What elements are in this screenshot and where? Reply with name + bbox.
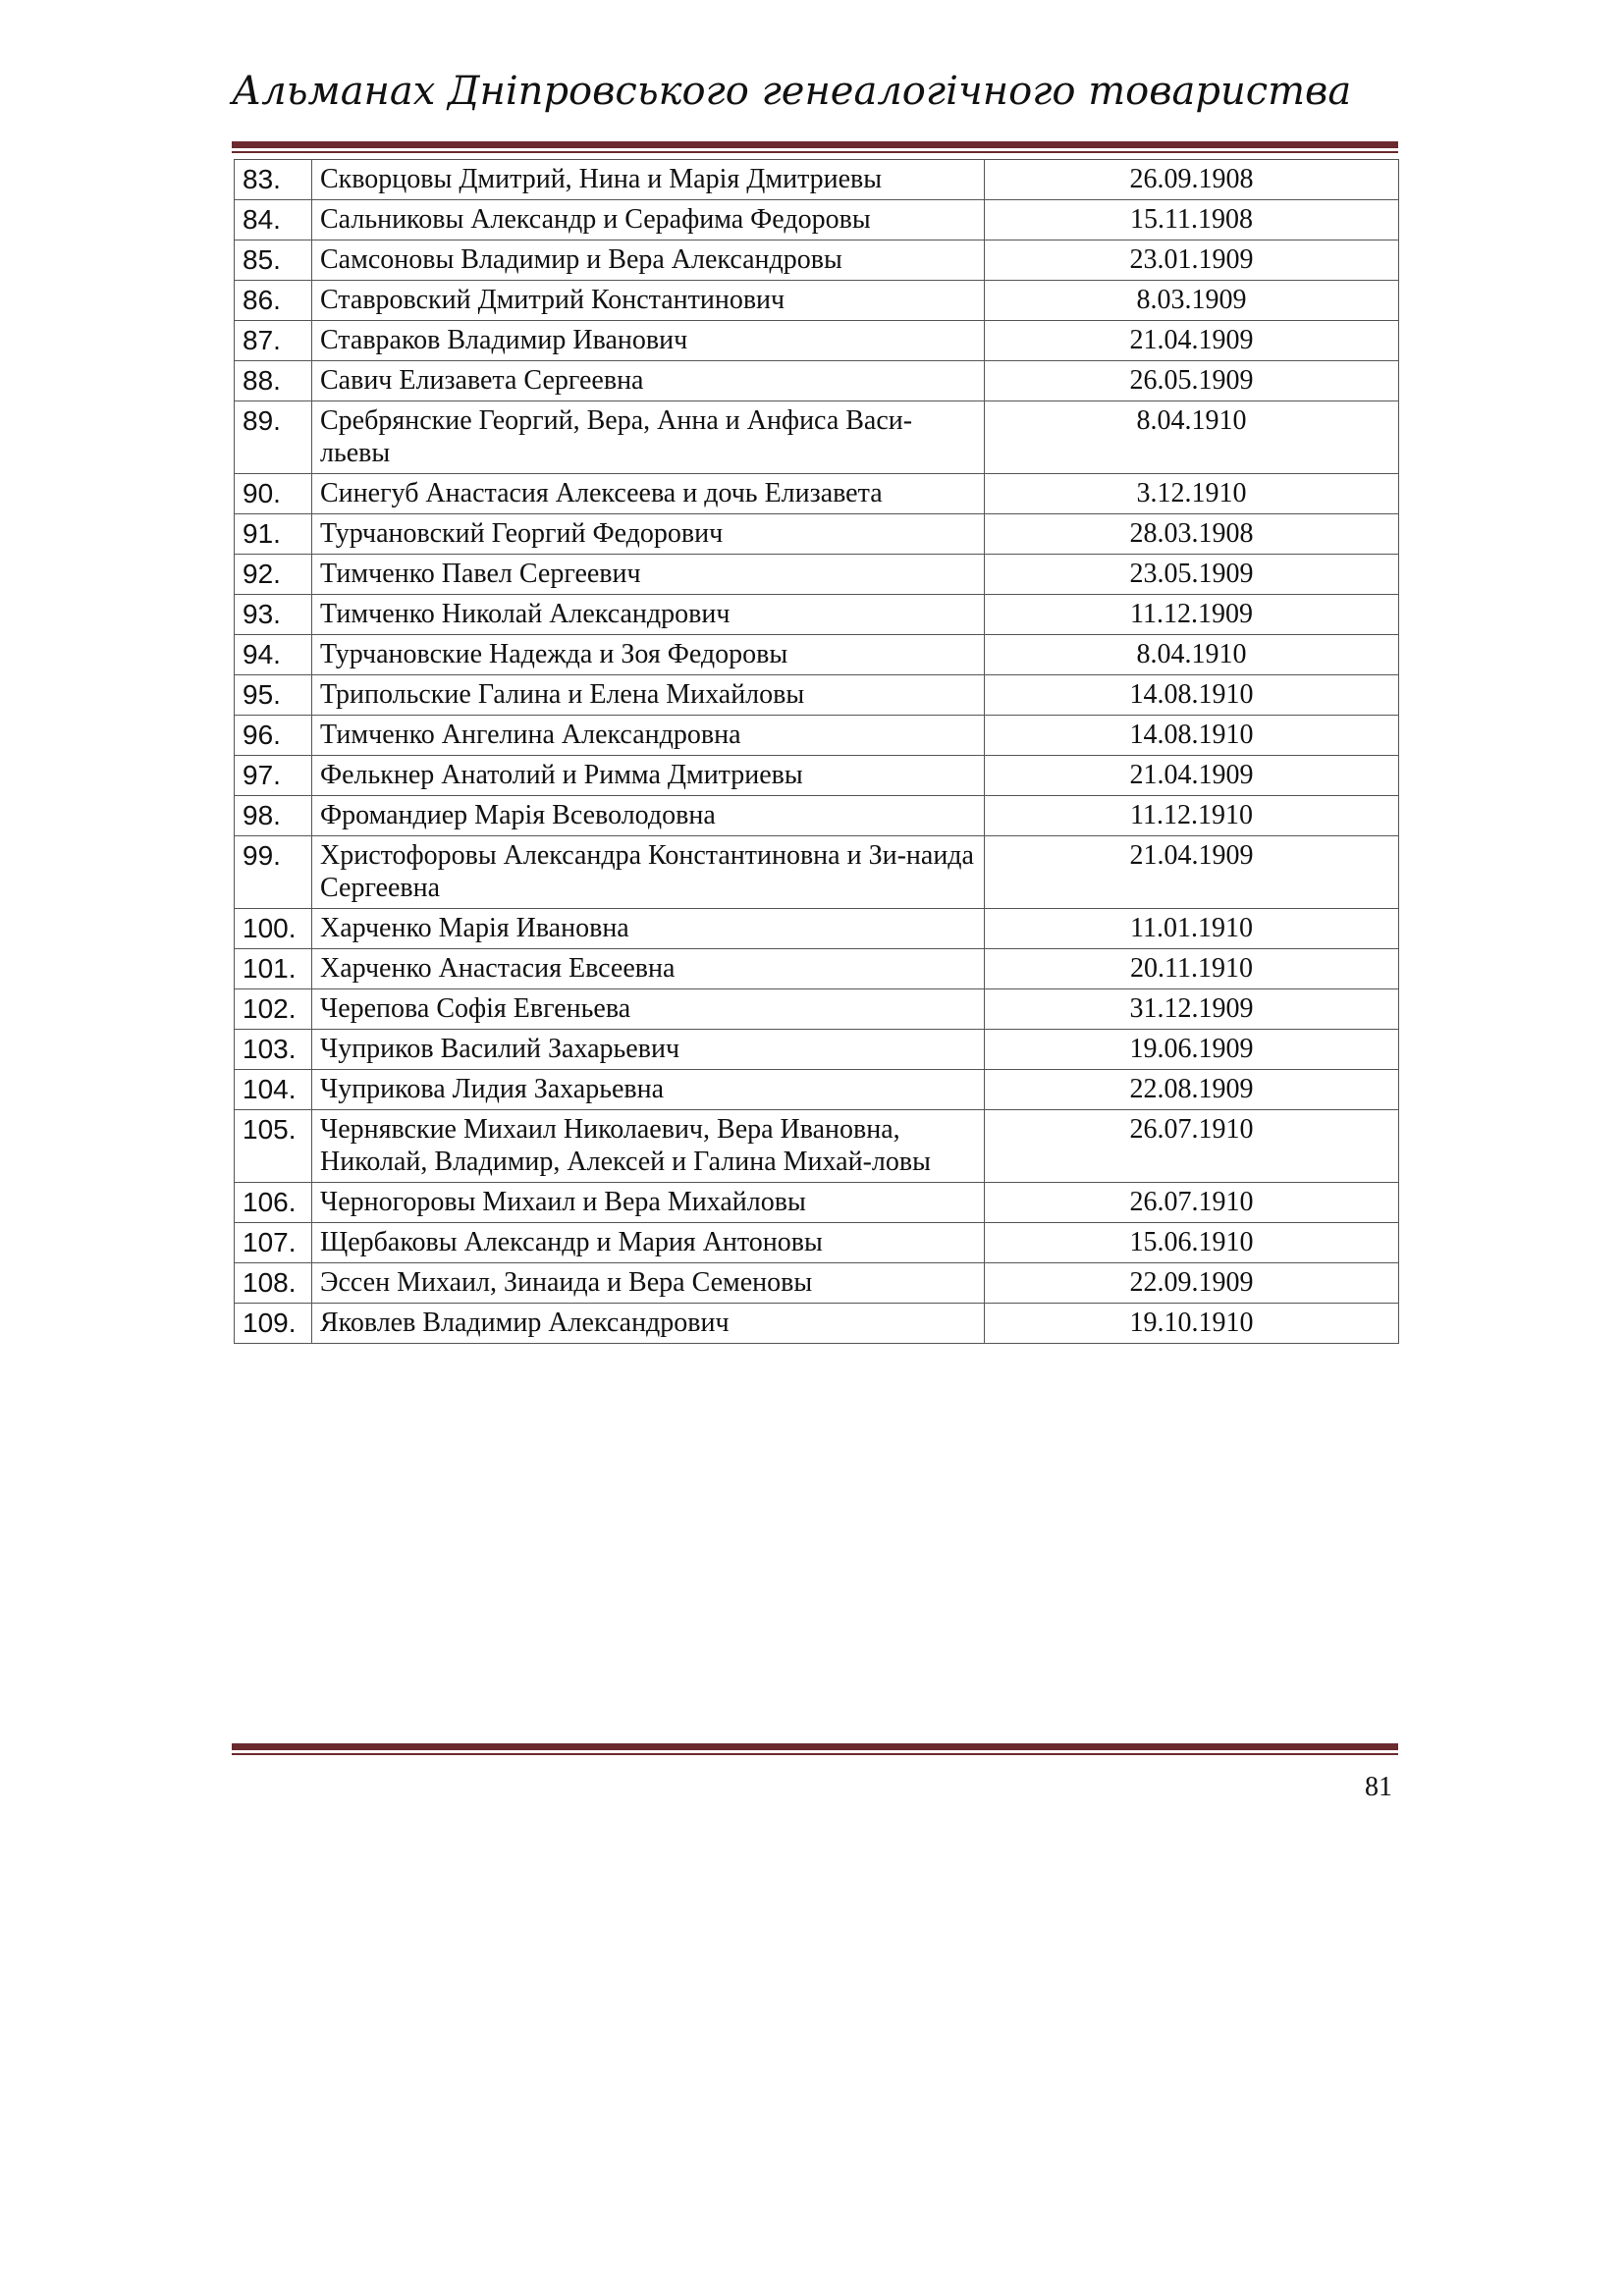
row-number: 85. — [235, 240, 312, 281]
table-row — [235, 716, 1399, 756]
row-number: 89. — [235, 401, 312, 474]
row-name: Савич Елизавета Сергеевна — [312, 361, 985, 401]
table-row — [235, 401, 1399, 474]
row-name: Сальниковы Александр и Серафима Федоровы — [312, 200, 985, 240]
row-name: Тимченко Ангелина Александровна — [312, 716, 985, 756]
row-date: 14.08.1910 — [985, 675, 1399, 716]
row-date: 15.06.1910 — [985, 1223, 1399, 1263]
row-name: Яковлев Владимир Александрович — [312, 1304, 985, 1344]
table-row — [235, 796, 1399, 836]
row-date: 8.03.1909 — [985, 281, 1399, 321]
row-name: Черепова Софія Евгеньева — [312, 989, 985, 1030]
row-date: 28.03.1908 — [985, 514, 1399, 555]
table-row — [235, 635, 1399, 675]
registry-table — [234, 159, 1399, 1344]
registry-table-body — [235, 160, 1399, 1344]
table-row — [235, 514, 1399, 555]
row-number: 93. — [235, 595, 312, 635]
row-number: 96. — [235, 716, 312, 756]
table-row — [235, 321, 1399, 361]
row-date: 21.04.1909 — [985, 836, 1399, 909]
row-number: 90. — [235, 474, 312, 514]
table-row — [235, 756, 1399, 796]
page-number: 81 — [1365, 1772, 1392, 1802]
row-date: 19.10.1910 — [985, 1304, 1399, 1344]
row-date: 26.05.1909 — [985, 361, 1399, 401]
row-number: 109. — [235, 1304, 312, 1344]
row-number: 106. — [235, 1183, 312, 1223]
row-name: Эссен Михаил, Зинаида и Вера Семеновы — [312, 1263, 985, 1304]
row-name: Скворцовы Дмитрий, Нина и Марія Дмитриевы — [312, 160, 985, 200]
table-row — [235, 160, 1399, 200]
table-row — [235, 281, 1399, 321]
row-name: Трипольские Галина и Елена Михайловы — [312, 675, 985, 716]
row-date: 3.12.1910 — [985, 474, 1399, 514]
row-date: 8.04.1910 — [985, 635, 1399, 675]
row-name: Щербаковы Александр и Мария Антоновы — [312, 1223, 985, 1263]
row-date: 19.06.1909 — [985, 1030, 1399, 1070]
row-name: Ставровский Дмитрий Константинович — [312, 281, 985, 321]
row-date: 23.05.1909 — [985, 555, 1399, 595]
table-row — [235, 555, 1399, 595]
row-name: Христофоровы Александра Константиновна и Зи-наида Сергеевна — [312, 836, 985, 909]
table-row — [235, 836, 1399, 909]
table-row — [235, 909, 1399, 949]
row-name: Синегуб Анастасия Алексеева и дочь Елизавета — [312, 474, 985, 514]
row-number: 91. — [235, 514, 312, 555]
row-date: 31.12.1909 — [985, 989, 1399, 1030]
row-date: 22.09.1909 — [985, 1263, 1399, 1304]
row-number: 103. — [235, 1030, 312, 1070]
row-name: Фелькнер Анатолий и Римма Дмитриевы — [312, 756, 985, 796]
row-name: Фромандиер Марія Всеволодовна — [312, 796, 985, 836]
table-row — [235, 200, 1399, 240]
row-name: Ставраков Владимир Иванович — [312, 321, 985, 361]
row-name: Чернявские Михаил Николаевич, Вера Ивановна, Николай, Владимир, Алексей и Галина Михай-ловы — [312, 1110, 985, 1183]
row-name: Тимченко Николай Александрович — [312, 595, 985, 635]
row-number: 83. — [235, 160, 312, 200]
row-date: 26.07.1910 — [985, 1110, 1399, 1183]
footer-rule — [232, 1743, 1398, 1755]
row-number: 84. — [235, 200, 312, 240]
table-row — [235, 361, 1399, 401]
row-date: 22.08.1909 — [985, 1070, 1399, 1110]
table-row — [235, 1110, 1399, 1183]
row-name: Тимченко Павел Сергеевич — [312, 555, 985, 595]
row-name: Турчановские Надежда и Зоя Федоровы — [312, 635, 985, 675]
table-row — [235, 675, 1399, 716]
row-name: Харченко Марія Ивановна — [312, 909, 985, 949]
row-date: 20.11.1910 — [985, 949, 1399, 989]
row-date: 14.08.1910 — [985, 716, 1399, 756]
row-number: 92. — [235, 555, 312, 595]
table-row — [235, 595, 1399, 635]
row-date: 21.04.1909 — [985, 321, 1399, 361]
table-row — [235, 1070, 1399, 1110]
row-date: 11.01.1910 — [985, 909, 1399, 949]
table-row — [235, 1223, 1399, 1263]
row-number: 97. — [235, 756, 312, 796]
row-number: 100. — [235, 909, 312, 949]
row-number: 108. — [235, 1263, 312, 1304]
table-row — [235, 1183, 1399, 1223]
row-date: 8.04.1910 — [985, 401, 1399, 474]
row-number: 105. — [235, 1110, 312, 1183]
row-number: 99. — [235, 836, 312, 909]
row-date: 11.12.1909 — [985, 595, 1399, 635]
row-date: 26.07.1910 — [985, 1183, 1399, 1223]
row-date: 15.11.1908 — [985, 200, 1399, 240]
table-row — [235, 949, 1399, 989]
row-name: Харченко Анастасия Евсеевна — [312, 949, 985, 989]
row-date: 11.12.1910 — [985, 796, 1399, 836]
row-name: Самсоновы Владимир и Вера Александровы — [312, 240, 985, 281]
table-row — [235, 1030, 1399, 1070]
row-name: Чуприкова Лидия Захарьевна — [312, 1070, 985, 1110]
row-number: 87. — [235, 321, 312, 361]
row-number: 104. — [235, 1070, 312, 1110]
row-date: 26.09.1908 — [985, 160, 1399, 200]
row-name: Черногоровы Михаил и Вера Михайловы — [312, 1183, 985, 1223]
row-date: 23.01.1909 — [985, 240, 1399, 281]
table-row — [235, 240, 1399, 281]
row-name: Сребрянские Георгий, Вера, Анна и Анфиса Васи-льевы — [312, 401, 985, 474]
row-number: 98. — [235, 796, 312, 836]
running-header-title: Альманах Дніпровського генеалогічного товариства — [232, 69, 1352, 114]
row-number: 88. — [235, 361, 312, 401]
table-row — [235, 989, 1399, 1030]
row-number: 86. — [235, 281, 312, 321]
row-number: 102. — [235, 989, 312, 1030]
row-name: Чуприков Василий Захарьевич — [312, 1030, 985, 1070]
row-number: 107. — [235, 1223, 312, 1263]
table-row — [235, 1304, 1399, 1344]
row-number: 94. — [235, 635, 312, 675]
header-rule — [232, 141, 1398, 153]
row-name: Турчановский Георгий Федорович — [312, 514, 985, 555]
row-number: 101. — [235, 949, 312, 989]
table-row — [235, 1263, 1399, 1304]
row-number: 95. — [235, 675, 312, 716]
row-date: 21.04.1909 — [985, 756, 1399, 796]
table-row — [235, 474, 1399, 514]
